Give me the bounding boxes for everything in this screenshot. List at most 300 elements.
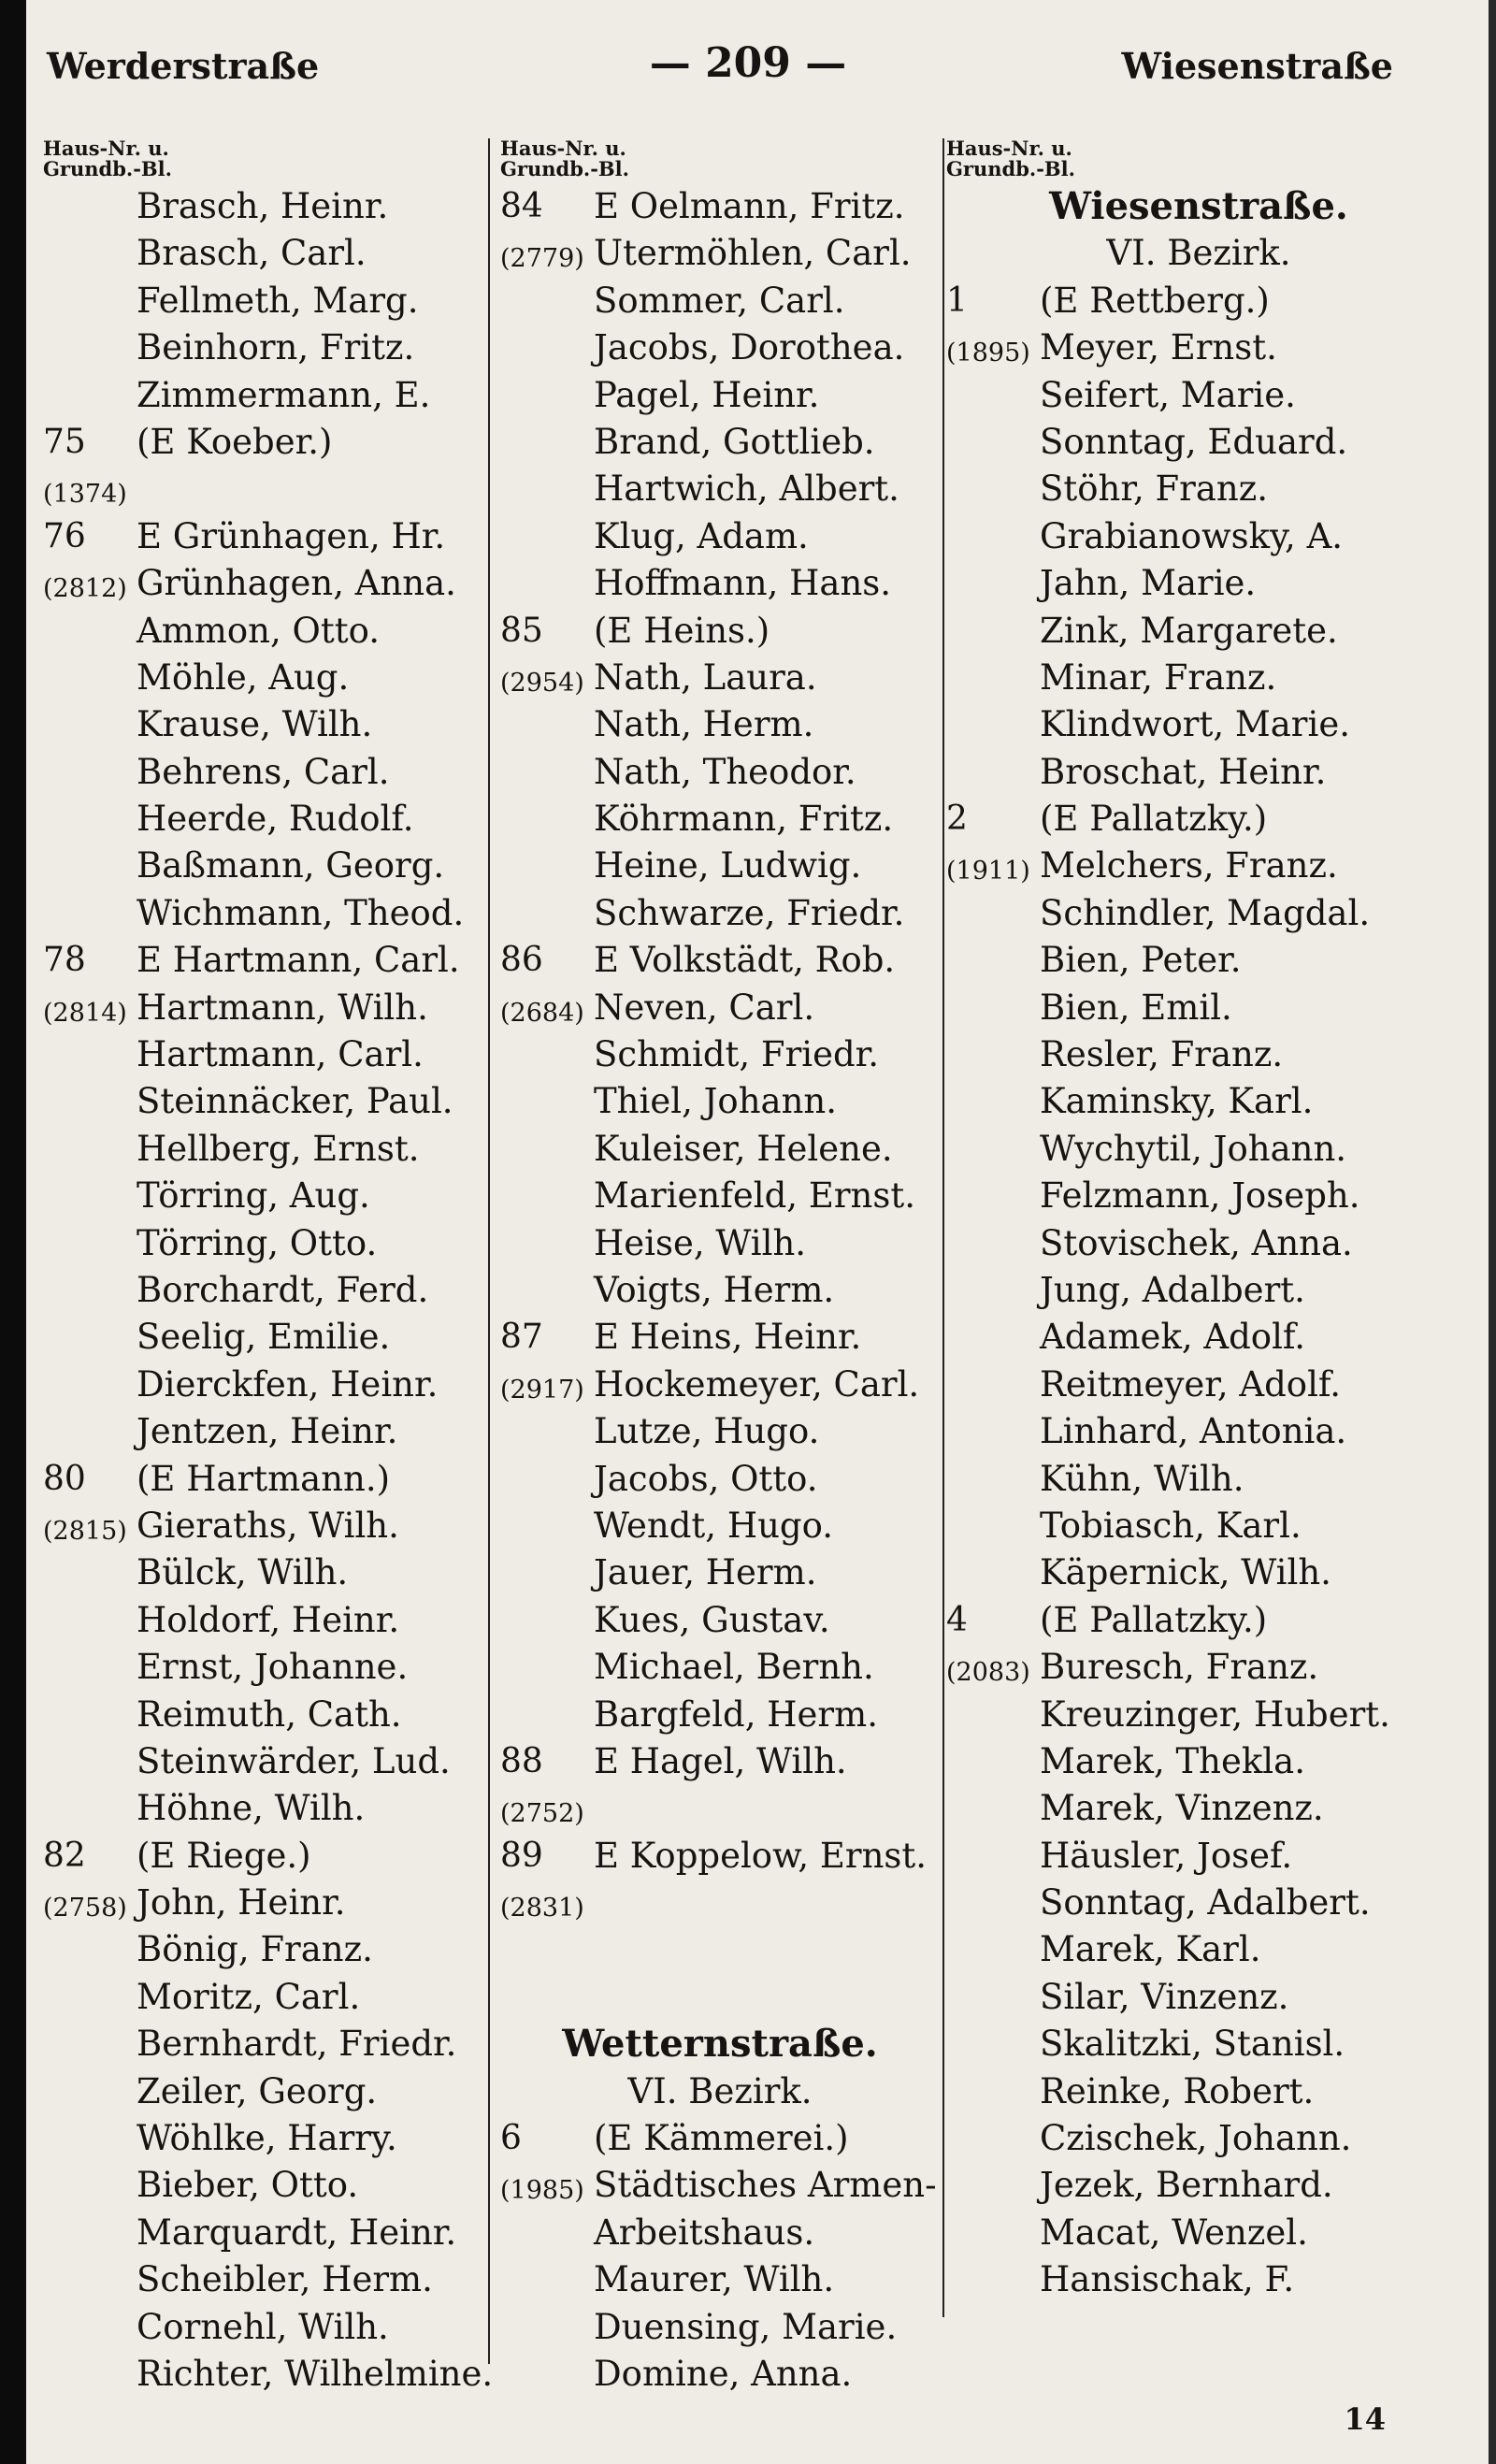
directory-entry <box>43 1173 482 1219</box>
entry-list <box>946 183 1451 2304</box>
directory-entry <box>500 1785 940 1832</box>
directory-entry <box>43 1078 482 1125</box>
house-number: 84 <box>500 187 543 225</box>
directory-entry <box>500 985 940 1031</box>
street-title <box>946 183 1451 230</box>
resident-name: Wichmann, Theod. <box>137 892 465 933</box>
directory-entry <box>500 560 940 607</box>
resident-name: Cornehl, Wilh. <box>137 2306 389 2347</box>
house-number: 2 <box>946 800 968 839</box>
resident-name: Brand, Gottlieb. <box>594 421 875 462</box>
resident-name: Wöhlke, Harry. <box>137 2118 397 2159</box>
resident-name: Bönig, Franz. <box>137 1929 373 1970</box>
directory-entry <box>43 1597 482 1644</box>
directory-entry <box>43 278 482 324</box>
resident-name: Pagel, Heinr. <box>594 374 820 415</box>
resident-name: Schindler, Magdal. <box>1040 892 1371 933</box>
land-register-number: (2083) <box>946 1658 1030 1688</box>
directory-entry <box>500 1549 940 1596</box>
directory-entry <box>500 1926 940 1973</box>
directory-entry <box>500 2210 940 2256</box>
directory-entry <box>500 1267 940 1314</box>
resident-name: (E Pallatzky.) <box>1040 1599 1268 1640</box>
resident-name: Heine, Ludwig. <box>594 845 862 886</box>
street-title-text: Wiesenstraße. <box>1049 184 1348 228</box>
resident-name: Marek, Thekla. <box>1040 1740 1305 1781</box>
directory-entry <box>43 1362 482 1408</box>
resident-name: Schmidt, Friedr. <box>594 1034 880 1075</box>
resident-name: Brasch, Carl. <box>137 233 367 274</box>
directory-entry <box>500 1173 940 1219</box>
land-register-number: (2954) <box>500 668 584 698</box>
resident-name: Arbeitshaus. <box>594 2212 815 2253</box>
directory-entry <box>946 1267 1451 1314</box>
directory-entry <box>43 843 482 889</box>
directory-entry <box>946 1833 1451 1880</box>
resident-name: E Heins, Heinr. <box>594 1317 862 1358</box>
directory-entry <box>946 1126 1451 1173</box>
directory-entry <box>500 1126 940 1173</box>
resident-name: Utermöhlen, Carl. <box>594 233 912 274</box>
directory-entry <box>500 1692 940 1738</box>
directory-entry <box>43 890 482 937</box>
resident-name: Ammon, Otto. <box>137 610 380 651</box>
entry-list <box>500 183 940 2398</box>
resident-name: Bien, Peter. <box>1040 940 1242 981</box>
resident-name: Jentzen, Heinr. <box>137 1411 398 1452</box>
resident-name: Michael, Bernh. <box>594 1647 874 1688</box>
directory-entry <box>946 608 1451 655</box>
directory-entry <box>500 1314 940 1361</box>
directory-entry <box>946 1785 1451 1832</box>
resident-name: E Koppelow, Ernst. <box>594 1835 928 1876</box>
house-number: 86 <box>500 941 543 980</box>
resident-name: Maurer, Wilh. <box>594 2259 835 2300</box>
house-number: 85 <box>500 611 543 650</box>
directory-entry <box>43 1503 482 1549</box>
directory-entry <box>43 2068 482 2115</box>
resident-name: Dierckfen, Heinr. <box>137 1363 439 1405</box>
resident-name: Jahn, Marie. <box>1040 563 1257 604</box>
resident-name: Wychytil, Johann. <box>1040 1128 1347 1169</box>
resident-name: Sommer, Carl. <box>594 280 845 321</box>
directory-entry <box>43 655 482 701</box>
column-2 <box>500 138 940 2398</box>
directory-entry <box>500 513 940 560</box>
directory-entry <box>946 1880 1451 1926</box>
directory-entry <box>43 1220 482 1267</box>
resident-name: Marienfeld, Ernst. <box>594 1175 915 1217</box>
directory-entry <box>946 466 1451 512</box>
directory-entry <box>946 419 1451 466</box>
directory-entry <box>43 1031 482 1078</box>
resident-name: E Volkstädt, Rob. <box>594 940 896 981</box>
resident-name: Macat, Wenzel. <box>1040 2212 1308 2253</box>
resident-name: Holdorf, Heinr. <box>137 1599 400 1640</box>
directory-entry <box>500 230 940 277</box>
directory-entry <box>500 2304 940 2351</box>
resident-name: (E Heins.) <box>594 610 770 651</box>
directory-entry <box>43 372 482 419</box>
directory-entry <box>946 937 1451 984</box>
directory-entry <box>500 372 940 419</box>
resident-name: Nath, Herm. <box>594 704 814 745</box>
resident-name: Linhard, Antonia. <box>1040 1411 1347 1452</box>
directory-entry <box>500 1220 940 1267</box>
resident-name: Stovischek, Anna. <box>1040 1222 1353 1263</box>
directory-entry <box>43 1974 482 2021</box>
entry-list <box>43 183 494 2398</box>
resident-name: Zeiler, Georg. <box>137 2070 378 2111</box>
directory-entry <box>946 1314 1451 1361</box>
resident-name: Brasch, Heinr. <box>137 186 389 226</box>
resident-name: Kaminsky, Karl. <box>1040 1081 1314 1122</box>
directory-entry <box>43 1785 482 1832</box>
resident-name: Törring, Aug. <box>137 1175 370 1217</box>
resident-name: Reinke, Robert. <box>1040 2070 1315 2111</box>
resident-name: Städtisches Armen- <box>594 2165 937 2206</box>
resident-name: Hoffmann, Hans. <box>594 563 892 604</box>
house-number: 89 <box>500 1836 543 1875</box>
directory-entry <box>946 1926 1451 1973</box>
resident-name: Steinwärder, Lud. <box>137 1740 451 1781</box>
resident-name: (E Pallatzky.) <box>1040 799 1268 840</box>
directory-entry <box>43 701 482 748</box>
directory-entry <box>43 749 482 796</box>
directory-entry <box>43 324 482 371</box>
resident-name: Zimmermann, E. <box>137 374 431 415</box>
directory-entry <box>946 1549 1451 1596</box>
house-number: 78 <box>43 941 86 980</box>
resident-name: Hockemeyer, Carl. <box>594 1363 920 1405</box>
resident-name: (E Riege.) <box>137 1835 311 1876</box>
directory-entry <box>946 2210 1451 2256</box>
resident-name: Törring, Otto. <box>137 1222 378 1263</box>
land-register-number: (2752) <box>500 1799 584 1829</box>
directory-entry <box>43 1644 482 1691</box>
house-number: 75 <box>43 422 86 461</box>
resident-name: Melchers, Franz. <box>1040 845 1338 886</box>
directory-entry <box>43 2162 482 2209</box>
district-text: VI. Bezirk. <box>1106 233 1291 274</box>
directory-entry <box>43 1456 482 1503</box>
resident-name: Resler, Franz. <box>1040 1034 1284 1075</box>
resident-name: Tobiasch, Karl. <box>1040 1505 1302 1546</box>
resident-name: Richter, Wilhelmine. <box>137 2353 494 2394</box>
district-label <box>500 2068 940 2115</box>
resident-name: Jacobs, Dorothea. <box>594 327 905 368</box>
column-heading-line1: Haus-Nr. u. <box>500 137 626 160</box>
resident-name: Baßmann, Georg. <box>137 845 445 886</box>
directory-entry <box>500 2256 940 2303</box>
directory-entry <box>946 985 1451 1031</box>
resident-name: Ernst, Johanne. <box>137 1647 409 1688</box>
resident-name: Skalitzki, Stanisl. <box>1040 2024 1345 2065</box>
resident-name: Marek, Vinzenz. <box>1040 1788 1324 1829</box>
resident-name: Beinhorn, Fritz. <box>137 327 415 368</box>
house-number: 80 <box>43 1459 86 1498</box>
resident-name: Sonntag, Eduard. <box>1040 421 1348 462</box>
resident-name: E Oelmann, Fritz. <box>594 186 905 226</box>
directory-entry <box>500 655 940 701</box>
directory-entry <box>43 183 482 230</box>
land-register-number: (2814) <box>43 998 127 1028</box>
directory-entry <box>500 1362 940 1408</box>
resident-name: Lutze, Hugo. <box>594 1411 820 1452</box>
resident-name: Fellmeth, Marg. <box>137 280 419 321</box>
directory-entry <box>43 230 482 277</box>
resident-name: Schwarze, Friedr. <box>594 892 905 933</box>
directory-entry <box>500 796 940 843</box>
column-heading <box>500 138 940 180</box>
resident-name: E Hagel, Wilh. <box>594 1740 847 1781</box>
directory-entry <box>946 2068 1451 2115</box>
column-heading <box>43 138 482 180</box>
resident-name: Hartmann, Wilh. <box>137 987 428 1028</box>
house-number: 82 <box>43 1836 86 1875</box>
land-register-number: (2815) <box>43 1516 127 1546</box>
resident-name: Käpernick, Wilh. <box>1040 1552 1331 1593</box>
resident-name: Klindwort, Marie. <box>1040 704 1350 745</box>
directory-entry <box>946 1692 1451 1738</box>
directory-entry <box>946 513 1451 560</box>
resident-name: Marquardt, Heinr. <box>137 2212 457 2253</box>
resident-name: Adamek, Adolf. <box>1040 1317 1306 1358</box>
directory-entry <box>946 2021 1451 2068</box>
land-register-number: (2758) <box>43 1894 127 1924</box>
resident-name: Höhne, Wilh. <box>137 1788 366 1829</box>
directory-entry <box>946 1503 1451 1549</box>
directory-entry <box>500 466 940 512</box>
resident-name: Gieraths, Wilh. <box>137 1505 399 1546</box>
resident-name: Jung, Adalbert. <box>1040 1269 1305 1310</box>
directory-entry <box>43 2021 482 2068</box>
resident-name: (E Rettberg.) <box>1040 280 1270 321</box>
resident-name: Kühn, Wilh. <box>1040 1458 1244 1499</box>
directory-entry <box>43 1880 482 1926</box>
district-label <box>946 230 1451 277</box>
directory-entry <box>946 1738 1451 1785</box>
binding-edge <box>0 0 26 2464</box>
land-register-number: (2684) <box>500 998 584 1028</box>
directory-entry <box>500 324 940 371</box>
directory-entry <box>500 843 940 889</box>
column-heading-line2: Grundb.-Bl. <box>500 157 629 180</box>
house-number: 6 <box>500 2119 522 2158</box>
resident-name: Bieber, Otto. <box>137 2165 359 2206</box>
directory-entry <box>946 1597 1451 1644</box>
resident-name: Kuleiser, Helene. <box>594 1128 893 1169</box>
directory-entry <box>500 749 940 796</box>
directory-entry <box>500 1644 940 1691</box>
resident-name: Thiel, Johann. <box>594 1081 838 1122</box>
directory-entry <box>500 1880 940 1926</box>
directory-entry <box>500 937 940 984</box>
resident-name: Reitmeyer, Adolf. <box>1040 1363 1342 1405</box>
directory-entry <box>946 1078 1451 1125</box>
resident-name: Scheibler, Herm. <box>137 2259 433 2300</box>
resident-name: Grabianowsky, A. <box>1040 515 1344 556</box>
directory-entry <box>946 1220 1451 1267</box>
directory-entry <box>43 1692 482 1738</box>
signature-mark: 14 <box>1344 2401 1386 2437</box>
directory-entry <box>946 2162 1451 2209</box>
directory-entry <box>946 701 1451 748</box>
land-register-number: (1895) <box>946 339 1030 368</box>
column-divider-1 <box>488 138 490 2364</box>
house-number: 88 <box>500 1741 543 1780</box>
directory-entry <box>500 2115 940 2162</box>
directory-entry <box>946 324 1451 371</box>
resident-name: John, Heinr. <box>137 1882 346 1924</box>
resident-name: Hansischak, F. <box>1040 2259 1295 2300</box>
directory-entry <box>43 2256 482 2303</box>
header-right-street: Wiesenstraße <box>1121 45 1393 87</box>
directory-entry <box>500 1078 940 1125</box>
directory-entry <box>43 1833 482 1880</box>
directory-entry <box>43 1314 482 1361</box>
directory-entry <box>43 796 482 843</box>
directory-entry <box>43 2304 482 2351</box>
resident-name: E Grünhagen, Hr. <box>137 515 446 556</box>
resident-name: Bülck, Wilh. <box>137 1552 349 1593</box>
land-register-number: (2917) <box>500 1375 584 1405</box>
resident-name: Grünhagen, Anna. <box>137 563 456 604</box>
district-text: VI. Bezirk. <box>627 2070 813 2111</box>
resident-name: Bernhardt, Friedr. <box>137 2024 457 2065</box>
resident-name: Sonntag, Adalbert. <box>1040 1882 1371 1924</box>
directory-entry <box>946 655 1451 701</box>
resident-name: Kreuzinger, Hubert. <box>1040 1693 1390 1735</box>
resident-name: (E Kämmerei.) <box>594 2118 849 2159</box>
directory-entry <box>43 937 482 984</box>
resident-name: Stöhr, Franz. <box>1040 468 1268 510</box>
resident-name: Kues, Gustav. <box>594 1599 830 1640</box>
directory-entry <box>500 278 940 324</box>
resident-name: (E Koeber.) <box>137 421 333 462</box>
resident-name: Behrens, Carl. <box>137 751 390 792</box>
directory-entry <box>43 560 482 607</box>
street-title-text: Wetternstraße. <box>562 2022 878 2067</box>
resident-name: Krause, Wilh. <box>137 704 373 745</box>
directory-entry <box>500 2351 940 2398</box>
resident-name: Reimuth, Cath. <box>137 1693 402 1735</box>
resident-name: Duensing, Marie. <box>594 2306 898 2347</box>
resident-name: Heerde, Rudolf. <box>137 799 414 840</box>
directory-entry <box>946 1031 1451 1078</box>
resident-name: Wendt, Hugo. <box>594 1505 833 1546</box>
land-register-number: (1374) <box>43 480 127 510</box>
resident-name: Neven, Carl. <box>594 987 815 1028</box>
directory-entry <box>946 560 1451 607</box>
resident-name: Seifert, Marie. <box>1040 374 1296 415</box>
column-1 <box>43 137 494 2398</box>
resident-name: Broschat, Heinr. <box>1040 751 1327 792</box>
column-heading-line1: Haus-Nr. u. <box>946 137 1072 160</box>
column-heading-line2: Grundb.-Bl. <box>946 157 1075 180</box>
directory-entry <box>500 419 940 466</box>
column-divider-2 <box>942 138 944 2317</box>
resident-name: Minar, Franz. <box>1040 656 1277 698</box>
page-number: — 209 — <box>649 39 847 87</box>
land-register-number: (2779) <box>500 244 584 274</box>
directory-entry <box>43 1126 482 1173</box>
directory-entry <box>946 1644 1451 1691</box>
resident-name: Köhrmann, Fritz. <box>594 799 894 840</box>
directory-entry <box>946 1362 1451 1408</box>
land-register-number: (2831) <box>500 1894 584 1924</box>
directory-entry <box>500 1031 940 1078</box>
house-number: 4 <box>946 1600 968 1639</box>
directory-entry <box>946 890 1451 937</box>
directory-entry <box>500 1503 940 1549</box>
resident-name: Jezek, Bernhard. <box>1040 2165 1333 2206</box>
directory-entry <box>43 1408 482 1455</box>
directory-entry <box>43 1738 482 1785</box>
directory-entry <box>946 2256 1451 2303</box>
resident-name: Bargfeld, Herm. <box>594 1693 878 1735</box>
directory-entry <box>43 419 482 466</box>
directory-entry <box>946 796 1451 843</box>
resident-name: Zink, Margarete. <box>1040 610 1338 651</box>
resident-name: Steinnäcker, Paul. <box>137 1081 453 1122</box>
resident-name: E Hartmann, Carl. <box>137 940 460 981</box>
directory-entry <box>946 1173 1451 1219</box>
directory-entry <box>946 2115 1451 2162</box>
resident-name: Voigts, Herm. <box>594 1269 835 1310</box>
land-register-number: (1911) <box>946 857 1030 886</box>
column-heading-line2: Grundb.-Bl. <box>43 157 172 180</box>
directory-entry <box>946 278 1451 324</box>
resident-name: Nath, Theodor. <box>594 751 856 792</box>
resident-name: Buresch, Franz. <box>1040 1647 1319 1688</box>
header-left-street: Werderstraße <box>47 45 320 87</box>
directory-entry <box>500 890 940 937</box>
land-register-number: (2812) <box>43 574 127 604</box>
resident-name: Häusler, Josef. <box>1040 1835 1293 1876</box>
house-number: 1 <box>946 281 968 320</box>
resident-name: Hellberg, Ernst. <box>137 1128 420 1169</box>
directory-entry <box>946 843 1451 889</box>
resident-name: Möhle, Aug. <box>137 656 350 698</box>
directory-entry <box>43 466 482 512</box>
column-heading <box>946 138 1451 180</box>
resident-name: Domine, Anna. <box>594 2353 853 2394</box>
column-3 <box>946 138 1451 2304</box>
resident-name: Hartmann, Carl. <box>137 1034 424 1075</box>
resident-name: Bien, Emil. <box>1040 987 1232 1028</box>
directory-entry <box>500 701 940 748</box>
resident-name: Jacobs, Otto. <box>594 1458 818 1499</box>
directory-entry <box>500 2162 940 2209</box>
directory-entry <box>500 608 940 655</box>
directory-entry <box>43 608 482 655</box>
resident-name: Jauer, Herm. <box>594 1552 817 1593</box>
land-register-number: (1985) <box>500 2176 584 2206</box>
directory-entry <box>500 1738 940 1785</box>
directory-entry <box>500 1597 940 1644</box>
directory-entry <box>500 1833 940 1880</box>
directory-entry <box>500 1974 940 2021</box>
resident-name: Felzmann, Joseph. <box>1040 1175 1360 1217</box>
house-number: 76 <box>43 516 86 555</box>
resident-name: Marek, Karl. <box>1040 1929 1261 1970</box>
resident-name: Nath, Laura. <box>594 656 817 698</box>
resident-name: Hartwich, Albert. <box>594 468 899 510</box>
right-edge <box>1489 0 1496 2464</box>
directory-entry <box>946 749 1451 796</box>
directory-entry <box>500 1456 940 1503</box>
